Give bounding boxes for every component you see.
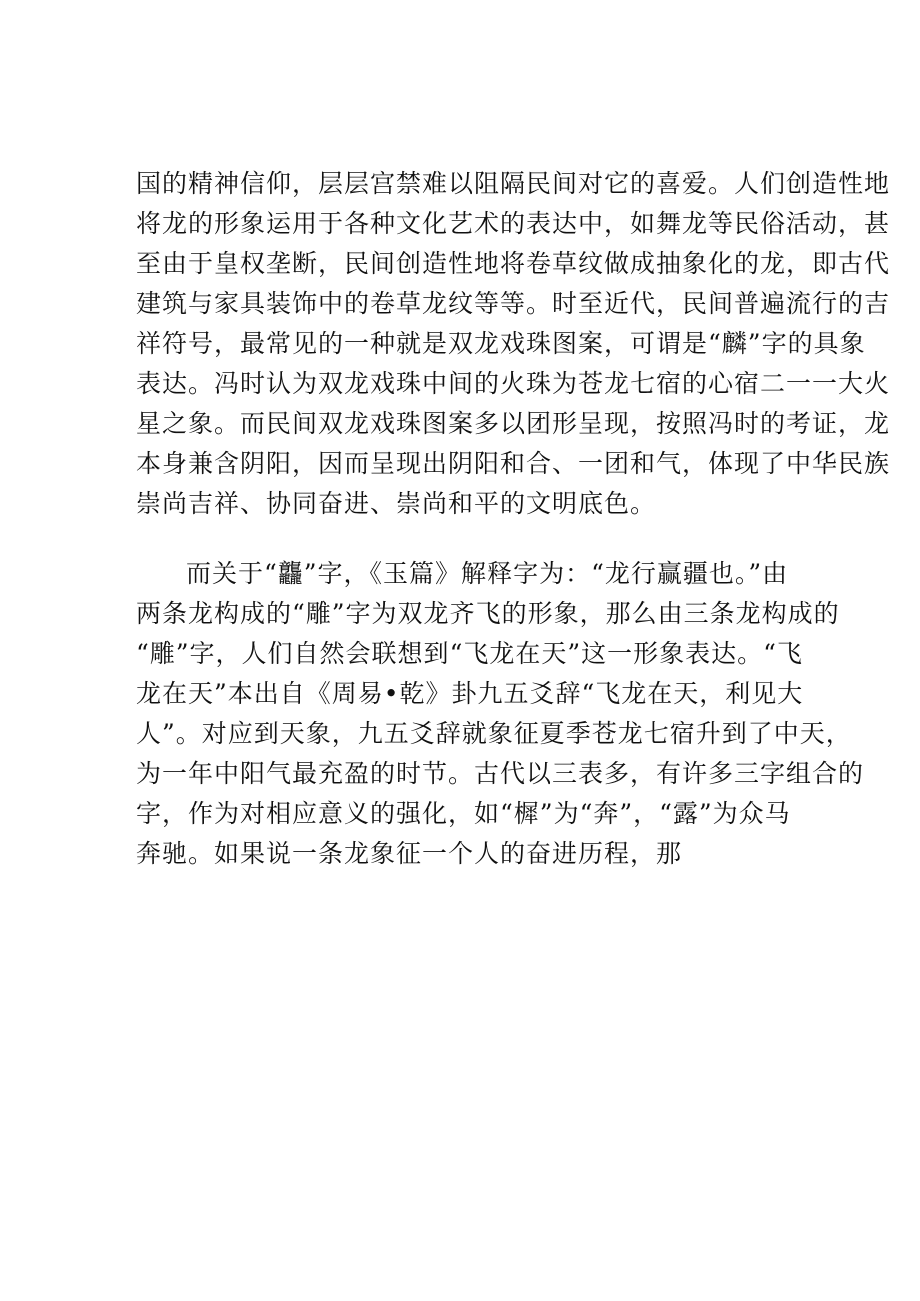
paragraph-line: 两条龙构成的“雕”字为双龙齐飞的形象，那么由三条龙构成的 xyxy=(136,599,840,628)
paragraph-line: 祥符号，最常见的一种就是双龙戏珠图案，可谓是“麟”字的具象 xyxy=(136,329,866,358)
paragraph-line: 龙在天”本出自《周易•乾》卦九五爻辞“飞龙在天，利见大 xyxy=(136,679,804,708)
paragraph-line: “雕”字，人们自然会联想到“飞龙在天”这一形象表达。“飞 xyxy=(136,639,803,668)
paragraph-line: 星之象。而民间双龙戏珠图案多以团形呈现，按照冯时的考证，龙 xyxy=(136,409,891,438)
paragraph-line: 至由于皇权垄断，民间创造性地将卷草纹做成抽象化的龙，即古代 xyxy=(136,249,891,278)
paragraph-line: 字，作为对相应意义的强化，如“樨”为“奔”，“露”为众马 xyxy=(136,799,791,828)
paragraph-line: 将龙的形象运用于各种文化艺术的表达中，如舞龙等民俗活动，甚 xyxy=(136,209,891,238)
paragraph-1 xyxy=(136,164,891,524)
paragraph-line: 表达。冯时认为双龙戏珠中间的火珠为苍龙七宿的心宿二一一大火 xyxy=(136,369,891,398)
paragraph-line: 为一年中阳气最充盈的时节。古代以三表多，有许多三字组合的 xyxy=(136,759,865,788)
paragraph-line: 而关于“龘”字，《玉篇》解释字为：“龙行赢疆也。”由 xyxy=(186,559,789,588)
paragraph-2 xyxy=(136,554,865,874)
paragraph-line: 人”。对应到天象，九五爻辞就象征夏季苍龙七宿升到了中天， xyxy=(136,719,852,748)
paragraph-line: 国的精神信仰，层层宫禁难以阻隔民间对它的喜爱。人们创造性地 xyxy=(136,169,891,198)
paragraph-line: 崇尚吉祥、协同奋进、崇尚和平的文明底色。 xyxy=(136,489,657,518)
paragraph-line: 建筑与家具装饰中的卷草龙纹等等。时至近代，民间普遍流行的吉 xyxy=(136,289,891,318)
paragraph-line: 本身兼含阴阳，因而呈现出阴阳和合、一团和气，体现了中华民族 xyxy=(136,449,891,478)
paragraph-line: 奔驰。如果说一条龙象征一个人的奋进历程，那 xyxy=(136,839,683,868)
